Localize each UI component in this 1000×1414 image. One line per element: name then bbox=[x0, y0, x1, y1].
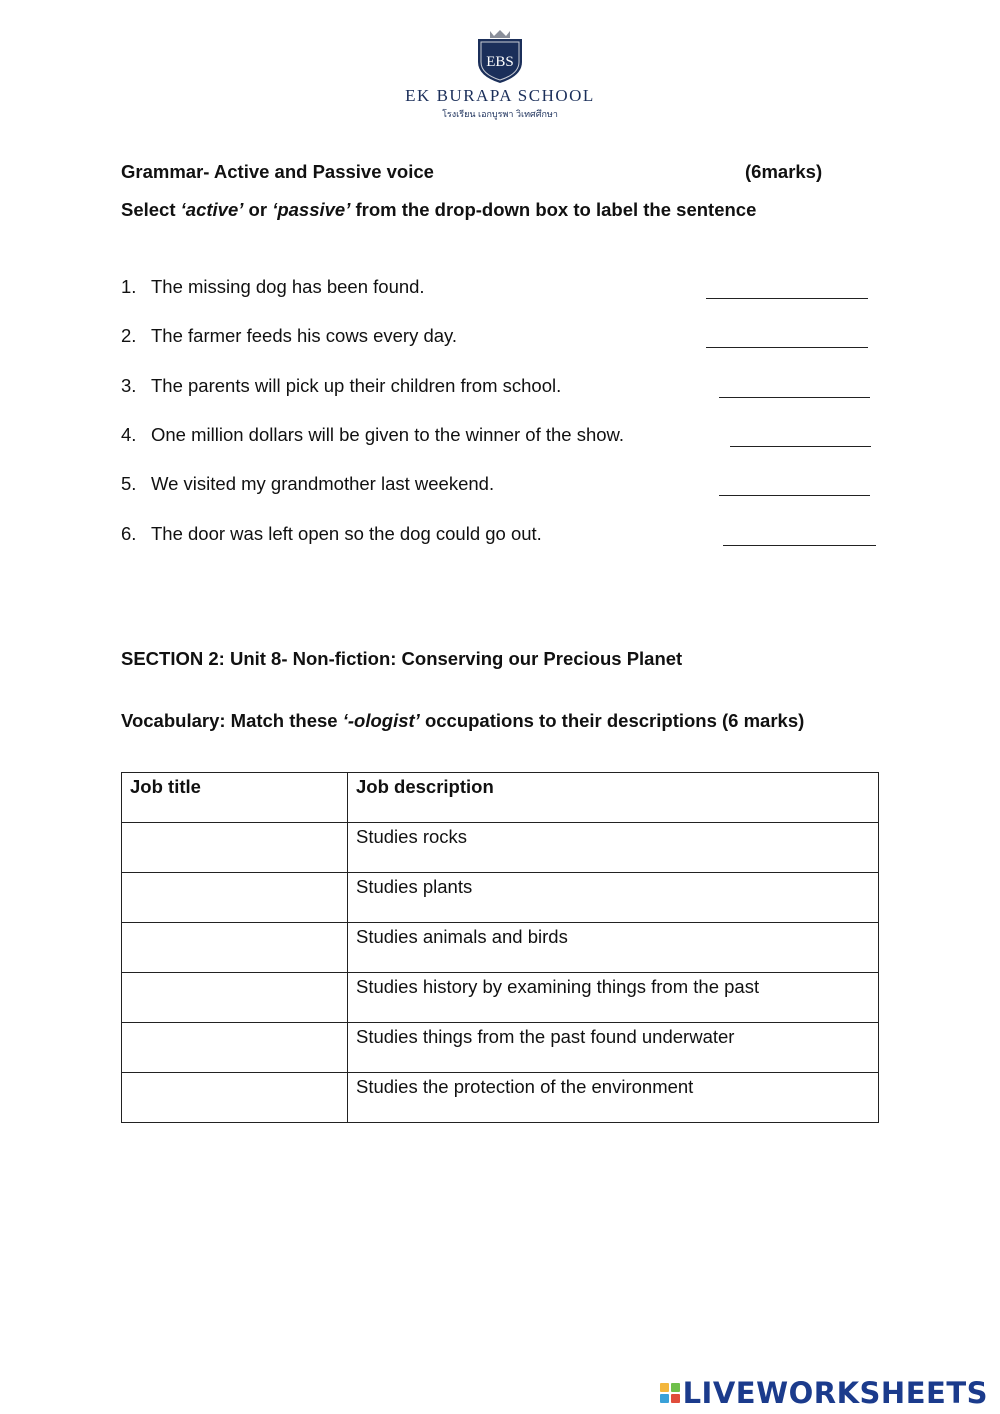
job-title-input[interactable] bbox=[130, 1076, 335, 1114]
question-text: The missing dog has been found. bbox=[151, 276, 425, 297]
question-item bbox=[121, 276, 881, 302]
question-item bbox=[121, 325, 881, 351]
answer-blank-line bbox=[730, 446, 871, 447]
section1-instruction: Select ‘active’ or ‘passive’ from the drop-down box to label the sentence bbox=[121, 199, 757, 220]
job-title-input[interactable] bbox=[130, 876, 335, 914]
answer-blank-line bbox=[719, 397, 870, 398]
school-crest-icon bbox=[475, 28, 525, 84]
question-item bbox=[121, 523, 881, 549]
table-row bbox=[122, 973, 879, 1023]
table-row bbox=[122, 873, 879, 923]
job-description-cell: Studies animals and birds bbox=[348, 923, 879, 973]
liveworksheets-wordmark: LIVEWORKSHEETS bbox=[682, 1376, 988, 1410]
job-title-cell bbox=[122, 1023, 348, 1073]
table-header-row bbox=[122, 773, 879, 823]
question-text: The farmer feeds his cows every day. bbox=[151, 325, 458, 346]
section1-marks: (6marks) bbox=[745, 161, 823, 182]
job-title-cell bbox=[122, 873, 348, 923]
svg-text:EBS: EBS bbox=[486, 54, 514, 70]
table-row bbox=[122, 1073, 879, 1123]
school-name-thai: โรงเรียน เอกบูรพา วิเทศศึกษา bbox=[442, 109, 558, 119]
question-item bbox=[121, 473, 881, 499]
answer-blank-line bbox=[706, 298, 868, 299]
liveworksheets-logo-icon bbox=[660, 1383, 680, 1403]
question-number: 4. bbox=[121, 424, 137, 445]
job-title-input[interactable] bbox=[130, 926, 335, 964]
question-text: The door was left open so the dog could go out. bbox=[151, 523, 542, 544]
question-text: The parents will pick up their children from school. bbox=[151, 375, 562, 396]
section1-title: Grammar- Active and Passive voice bbox=[121, 161, 434, 182]
question-number: 6. bbox=[121, 523, 137, 544]
answer-blank-line bbox=[719, 495, 870, 496]
vocabulary-term: ‘-ologist’ bbox=[342, 710, 420, 731]
school-logo bbox=[0, 28, 1000, 121]
job-description-cell: Studies plants bbox=[348, 873, 879, 923]
job-title-input[interactable] bbox=[130, 976, 335, 1014]
section2-title: SECTION 2: Unit 8- Non-fiction: Conserving our Precious Planet bbox=[121, 648, 683, 669]
instruction-active-term: ‘active’ bbox=[180, 199, 244, 220]
job-description-cell: Studies things from the past found underwater bbox=[348, 1023, 879, 1073]
question-number: 3. bbox=[121, 375, 137, 396]
job-title-cell bbox=[122, 973, 348, 1023]
instruction-passive-term: ‘passive’ bbox=[272, 199, 351, 220]
question-number: 2. bbox=[121, 325, 137, 346]
job-title-cell bbox=[122, 823, 348, 873]
table-row bbox=[122, 1023, 879, 1073]
question-text: We visited my grandmother last weekend. bbox=[151, 473, 495, 494]
header-job-description: Job description bbox=[348, 773, 879, 823]
table-row bbox=[122, 823, 879, 873]
job-title-input[interactable] bbox=[130, 1026, 335, 1064]
school-name: EK BURAPA SCHOOL bbox=[405, 86, 595, 105]
job-title-cell bbox=[122, 1073, 348, 1123]
job-description-cell: Studies history by examining things from the past bbox=[348, 973, 879, 1023]
vocabulary-table bbox=[121, 772, 879, 1123]
table-row bbox=[122, 923, 879, 973]
liveworksheets-brand bbox=[660, 1376, 988, 1410]
question-text: One million dollars will be given to the winner of the show. bbox=[151, 424, 625, 445]
header-job-title: Job title bbox=[122, 773, 348, 823]
question-number: 5. bbox=[121, 473, 137, 494]
job-description-cell: Studies the protection of the environment bbox=[348, 1073, 879, 1123]
job-title-input[interactable] bbox=[130, 826, 335, 864]
job-title-cell bbox=[122, 923, 348, 973]
question-number: 1. bbox=[121, 276, 137, 297]
answer-blank-line bbox=[706, 347, 868, 348]
job-description-cell: Studies rocks bbox=[348, 823, 879, 873]
vocabulary-instruction: Vocabulary: Match these ‘-ologist’ occupations to their descriptions (6 marks) bbox=[121, 710, 805, 731]
question-item bbox=[121, 375, 881, 401]
answer-blank-line bbox=[723, 545, 876, 546]
question-item bbox=[121, 424, 881, 450]
